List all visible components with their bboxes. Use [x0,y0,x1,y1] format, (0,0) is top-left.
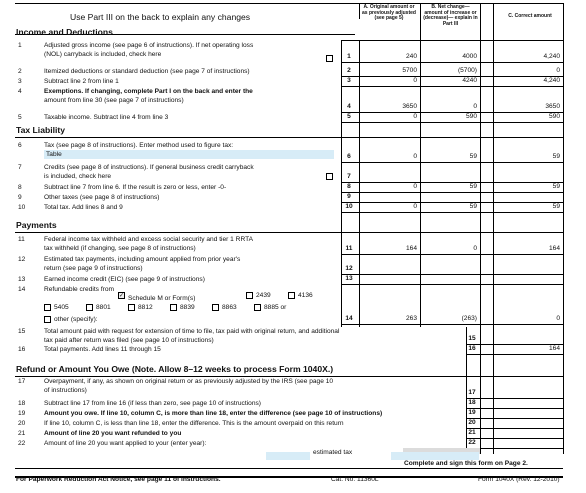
box-number: 19 [468,409,476,416]
col-c-input[interactable] [494,192,563,201]
col-a-input[interactable] [360,264,420,273]
form-8-checkbox[interactable] [44,316,51,323]
col-c-value: 164 [548,245,560,252]
col-a-value: 0 [413,183,417,190]
col-c-input[interactable] [494,388,563,397]
row-rule [341,212,563,213]
line-number: 6 [18,142,22,149]
line-text: Total amount paid with request for extension of time to file, tax paid with original return, and additional [44,328,340,335]
col-a-input[interactable] [360,172,420,181]
schedule-m-checkbox[interactable]: ✓ [119,293,125,299]
line-number: 11 [18,236,25,243]
col-c-value: 3650 [545,103,560,110]
line-text: Itemized deductions or standard deduction (see page 7 of instructions) [44,68,250,75]
line-text: Subtract line 17 from line 16 (if less than zero, see page 10 of instructions) [44,400,261,407]
box-number: 3 [347,77,351,84]
box-number: 18 [468,399,476,406]
line-number: 15 [18,328,26,335]
form-label: other (specify): [54,316,98,323]
line-number: 10 [18,204,26,211]
col-c-value: 0 [556,315,560,322]
line-text: Schedule M or Form(s) [128,295,196,302]
col-a-value: 5700 [402,67,417,74]
row-rule [341,86,563,87]
row-rule [466,398,563,399]
box-number: 15 [468,335,476,342]
box-number: 1 [347,53,351,60]
box-number: 4 [347,103,351,110]
col-b-value: 4000 [462,53,477,60]
line-number: 8 [18,184,22,191]
section-tax: Tax Liability [16,125,66,135]
row-rule [466,428,563,429]
col-c-value: 0 [556,67,560,74]
form-label: 8885 or [264,304,287,311]
line-text: Estimated tax payments, including amount applied from prior year's [44,256,241,263]
line-text: Adjusted gross income (see page 6 of instructions). If net operating loss [44,42,254,49]
col-c-input[interactable] [494,398,563,407]
row-rule [341,192,563,193]
row-rule [341,324,563,325]
row-rule [341,62,563,63]
section-refund: Refund or Amount You Owe (Note. Allow 8–12 weeks to process Form 1040X.) [16,364,334,374]
col-b-input[interactable] [421,192,480,201]
row-rule [341,122,563,123]
form-6-checkbox[interactable] [212,304,219,311]
applied-year-input[interactable] [266,452,310,460]
col-c-input[interactable] [494,172,563,181]
form-label: 5405 [54,304,69,311]
line-number: 13 [18,276,26,283]
form-1-checkbox[interactable] [288,292,295,299]
col-c-value: 590 [548,113,560,120]
line-text: Tax (see page 8 of instructions). Enter method used to figure tax: [44,142,234,149]
col-a-input[interactable] [360,274,420,283]
line-text: Subtract line 2 from line 1 [44,78,119,85]
box-number: 17 [468,389,476,396]
row-rule [466,438,563,439]
box-number: 2 [347,67,351,74]
line-number: 20 [18,420,26,427]
form-label: 8839 [180,304,195,311]
form-5-checkbox[interactable] [170,304,177,311]
col-a-value: 164 [405,245,417,252]
line-text: is included, check here [44,173,112,180]
form-label: 8863 [222,304,237,311]
col-b-input[interactable] [421,264,480,273]
line-number: 2 [18,68,22,75]
line-number: 12 [18,256,26,263]
col-c-value: 59 [552,203,560,210]
form-label: 8812 [138,304,153,311]
col-c-input[interactable] [494,428,563,437]
col-c-value: 4,240 [543,77,560,84]
line-number: 5 [18,114,22,121]
line-text: tax withheld (if changing, see page 8 of instructions) [44,245,196,252]
line-text: Amount of line 20 you want applied to your (enter year): [44,440,207,447]
col-c-value: 4,240 [543,53,560,60]
col-c-value: 59 [552,183,560,190]
form-0-checkbox[interactable] [246,292,253,299]
col-c-header: C. Correct amount [508,13,552,19]
box-number: 7 [347,173,351,180]
cat-number: Cat. No. 11360L [331,476,379,483]
col-c-input[interactable] [494,418,563,427]
business-credit-carryback-checkbox[interactable] [326,173,333,180]
form-3-checkbox[interactable] [86,304,93,311]
row-rule [341,254,563,255]
box-number: 6 [347,153,351,160]
box-number: 9 [347,193,351,200]
col-a-value: 240 [405,53,417,60]
box-column-rule [466,327,467,454]
form-label: 2439 [256,292,271,299]
col-a-value: 0 [413,77,417,84]
line-text: If line 10, column C, is less than line 18, enter the difference. This is the amount overpaid on this return [44,420,344,427]
line-text: Taxable income. Subtract line 4 from line 3 [44,114,169,121]
line-number: 14 [18,286,26,293]
line-text: Subtract line 7 from line 6. If the result is zero or less, enter -0- [44,184,227,191]
col-b-header: B. Net change— amount of increase or (decrease)— explain in Part III [423,4,478,27]
line-text: Credits (see page 8 of instructions). If general business credit carryback [44,164,254,171]
line-number: 7 [18,164,22,171]
line-number: 4 [18,88,22,95]
line-text: Amount of line 20 you want refunded to you [44,430,182,437]
box-number: 20 [468,419,476,426]
header-instruction: Use Part III on the back to explain any changes [70,12,251,22]
col-a-value: 263 [405,315,417,322]
col-c-input[interactable] [494,438,563,447]
col-c-input[interactable] [494,334,563,343]
box-number: 11 [345,245,353,252]
form-label: 4136 [298,292,313,299]
row-rule [466,448,563,449]
form-label: 8801 [96,304,111,311]
col-a-value: 0 [413,153,417,160]
line-text: Total payments. Add lines 11 through 15 [44,346,161,353]
form-id: Form 1040X (Rev. 12-2010) [478,476,560,483]
col-c-input[interactable] [494,408,563,417]
line-text: Total tax. Add lines 8 and 9 [44,204,123,211]
box-number: 16 [468,345,476,352]
row-rule [466,354,563,355]
box-number: 10 [345,203,353,210]
row-rule [466,418,563,419]
box-number: 13 [345,275,353,282]
col-b-value: (5700) [457,67,477,74]
line-number: 16 [18,346,26,353]
line-number: 17 [18,378,26,385]
section-payments: Payments [16,220,57,230]
col-b-value: 0 [473,245,477,252]
col-b-value: (263) [461,315,477,322]
line-text: Amount you owe. If line 10, column C, is more than line 18, enter the difference (see page 10 of instructions) [44,410,383,417]
row-rule [341,274,563,275]
line-text: of instructions) [44,387,87,394]
box-number: 14 [345,315,353,322]
line-number: 9 [18,194,22,201]
line-number: 3 [18,78,22,85]
tax-method-input[interactable] [44,150,334,159]
row-rule [466,408,563,409]
col-a-header: A. Original amount or as previously adjusted (see page 5) [362,4,416,22]
col-b-value: 0 [473,103,477,110]
line-number: 22 [18,440,26,447]
col-b-value: 4240 [462,77,477,84]
col-b-value: 59 [469,153,477,160]
line-text: Exemptions. If changing, complete Part I on the back and enter the [44,88,253,95]
line-text: Earned income credit (EIC) (see page 9 of instructions) [44,276,205,283]
nol-carryback-checkbox[interactable] [326,55,333,62]
estimated-tax-input[interactable] [391,452,479,460]
box-number: 22 [468,439,476,446]
line-text: return (see page 9 of instructions) [44,265,143,272]
col-b-value: 59 [469,183,477,190]
col-a-value: 0 [413,113,417,120]
box-number: 21 [468,429,476,436]
col-b-input[interactable] [421,172,480,181]
box-number: 8 [347,183,351,190]
line-number: 1 [18,42,22,49]
box-number: 5 [347,113,351,120]
form-2-checkbox[interactable] [44,304,51,311]
sign-notice: Complete and sign this form on Page 2. [404,460,528,467]
col-c-value: 164 [548,345,560,352]
col-c-input[interactable] [494,264,563,273]
line-text: Overpayment, if any, as shown on original return or as previously adjusted by the IRS (see page 10 [44,378,334,385]
col-a-value: 3650 [402,103,417,110]
line-number: 21 [18,430,26,437]
col-b-value: 59 [469,203,477,210]
box-number: 12 [345,265,353,272]
tax-method-value: Table [46,151,62,158]
col-b-input[interactable] [421,274,480,283]
row-rule [341,284,563,285]
section-income: Income and Deductions [16,27,113,37]
line-number: 19 [18,410,26,417]
line-text: estimated tax [313,449,353,456]
line-text: Other taxes (see page 8 of instructions) [44,194,160,201]
form-7-checkbox[interactable] [254,304,261,311]
form-4-checkbox[interactable] [128,304,135,311]
col-c-input[interactable] [494,274,563,283]
line-text: (NOL) carryback is included, check here [44,51,162,58]
col-a-input[interactable] [360,192,420,201]
col-a-value: 0 [413,203,417,210]
col-c-value: 59 [552,153,560,160]
line-text: amount from line 30 (see page 7 of instructions) [44,97,184,104]
col-b-value: 590 [465,113,477,120]
paperwork-notice: For Paperwork Reduction Act Notice, see page 11 of instructions. [16,476,221,483]
line-text: tax paid after return was filed (see page 10 of instructions) [44,337,214,344]
line-text: Refundable credits from [44,286,115,293]
line-number: 18 [18,400,26,407]
line-text: Federal income tax withheld and excess social security and tier 1 RRTA [44,236,254,243]
row-rule [341,162,563,163]
